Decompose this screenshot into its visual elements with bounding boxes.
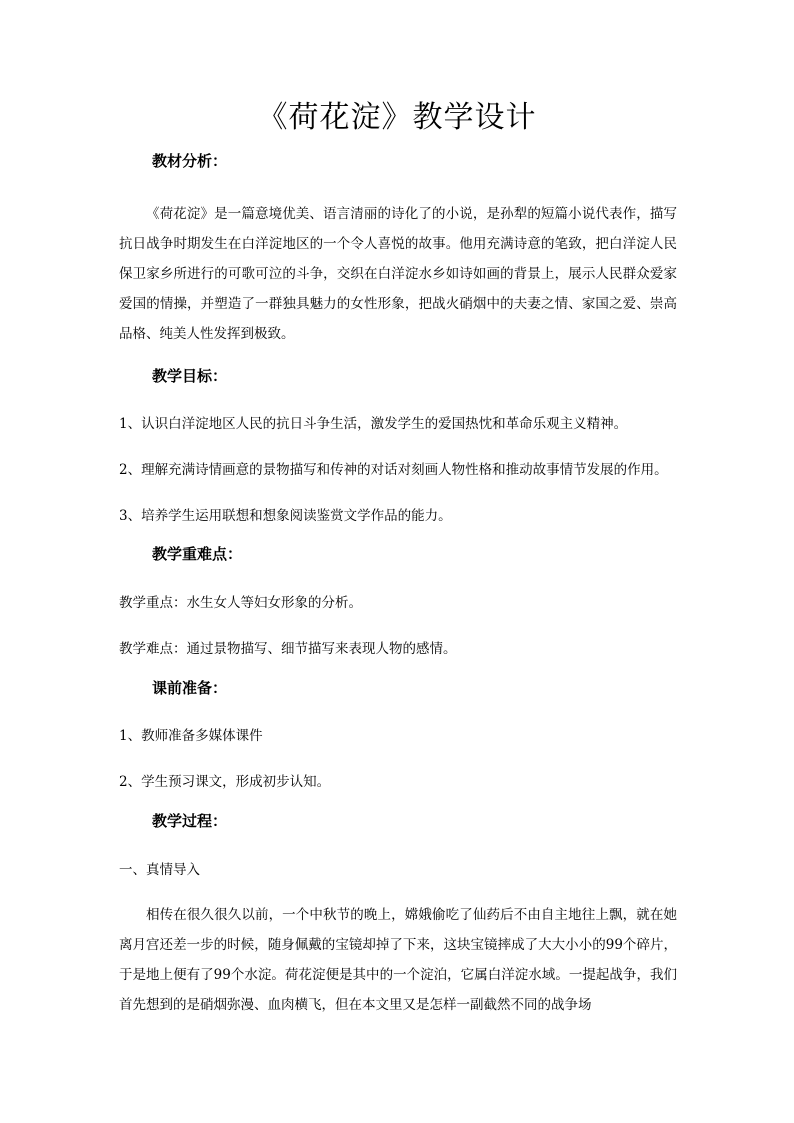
analysis-paragraph: 《荷花淀》是一篇意境优美、语言清丽的诗化了的小说，是孙犁的短篇小说代表作，描写抗日战争时期发生在白洋淀地区的一个令人喜悦的故事。他用充满诗意的笔致，把白洋淀人民保卫家乡所进行的可歌可泣的斗争，交织在白洋淀水乡如诗如画的背景上，展示人民群众爱家爱国的情操，并塑造了一群独具魅力的女性形象，把战火硝烟中的夫妻之情、家国之爱、崇高品格、纯美人性发挥到极致。 xyxy=(119,206,677,342)
goal-item-2: 2、理解充满诗情画意的景物描写和传神的对话对刻画人物性格和推动故事情节发展的作用。 xyxy=(119,462,668,478)
key-point-item: 教学重点：水生女人等妇女形象的分析。 xyxy=(119,595,362,611)
difficult-point-item: 教学难点：通过景物描写、细节描写来表现人物的感情。 xyxy=(119,641,457,657)
goal-item-1: 1、认识白洋淀地区人民的抗日斗争生活，激发学生的爱国热忱和革命乐观主义精神。 xyxy=(119,416,628,432)
process-paragraph: 相传在很久很久以前，一个中秋节的晚上，嫦娥偷吃了仙药后不由自主地往上飘，就在她离月宫还差一步的时候，随身佩戴的宝镜却掉了下来，这块宝镜摔成了大大小小的99个碎片，于是地上便有了99个水淀。荷花淀便是其中的一个淀泊，它属白洋淀水域。一提起战争，我们首先想到的是硝烟弥漫、血肉横飞，但在本文里又是怎样一副截然不同的战争场 xyxy=(119,907,677,1013)
process-subheading: 一、真情导入 xyxy=(119,862,200,878)
heading-goals: 教学目标： xyxy=(152,367,228,385)
heading-preparation: 课前准备： xyxy=(152,679,228,697)
heading-analysis: 教材分析： xyxy=(152,152,228,170)
heading-process: 教学过程： xyxy=(152,812,228,830)
goal-item-3: 3、培养学生运用联想和想象阅读鉴赏文学作品的能力。 xyxy=(119,508,452,524)
preparation-item-1: 1、教师准备多媒体课件 xyxy=(119,728,263,744)
document-title: 《荷花淀》教学设计 xyxy=(257,100,537,135)
preparation-item-2: 2、学生预习课文，形成初步认知。 xyxy=(119,774,331,790)
heading-key-points: 教学重难点： xyxy=(152,545,243,563)
